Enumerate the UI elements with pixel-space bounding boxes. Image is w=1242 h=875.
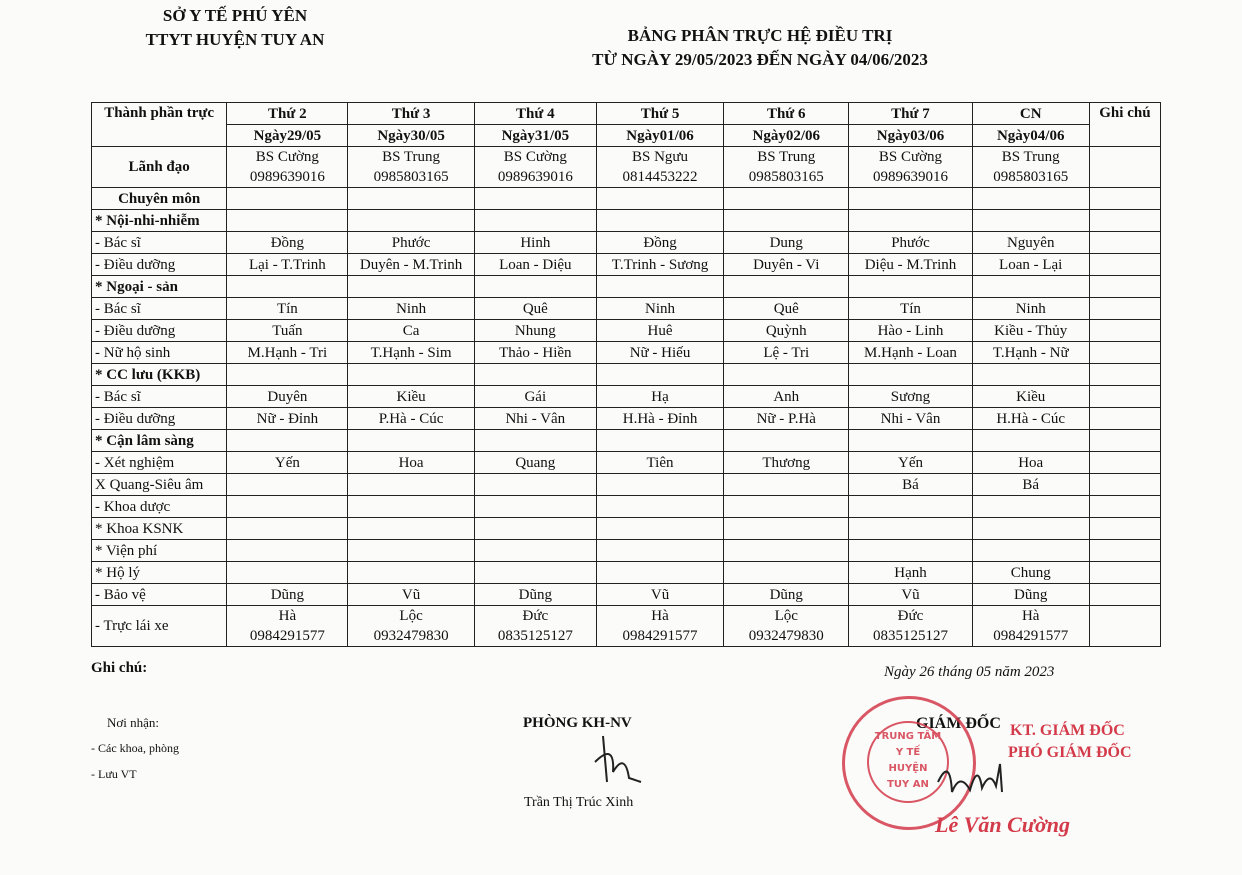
driver-cell-phone: 0835125127 bbox=[497, 628, 573, 644]
table-row bbox=[92, 320, 1161, 342]
table-cell: Duyên - M.Trinh bbox=[348, 254, 474, 276]
day-name: Thứ 2 bbox=[227, 103, 348, 125]
table-row bbox=[92, 254, 1161, 276]
table-cell bbox=[348, 364, 474, 386]
table-cell bbox=[348, 562, 474, 584]
table-cell: Vũ bbox=[348, 584, 474, 606]
leader-cell-phone: 0985803165 bbox=[748, 169, 824, 185]
note-cell bbox=[1089, 408, 1160, 430]
table-cell: Lệ - Tri bbox=[724, 342, 849, 364]
note-cell bbox=[1089, 496, 1160, 518]
table-cell bbox=[724, 276, 849, 298]
day-name: Thứ 6 bbox=[724, 103, 849, 125]
table-cell: Quang bbox=[474, 452, 596, 474]
table-cell bbox=[724, 562, 849, 584]
table-cell bbox=[972, 496, 1089, 518]
table-cell bbox=[348, 276, 474, 298]
row-label: - Bác sĩ bbox=[92, 232, 227, 254]
note-cell bbox=[1089, 210, 1160, 232]
row-label: - Điều dưỡng bbox=[92, 320, 227, 342]
table-cell: Yến bbox=[849, 452, 972, 474]
director-signature bbox=[930, 752, 1020, 802]
driver-cell-phone: 0932479830 bbox=[748, 628, 824, 644]
driver-cell-phone: 0984291577 bbox=[993, 628, 1069, 644]
table-cell: Hào - Linh bbox=[849, 320, 972, 342]
table-cell: Vũ bbox=[596, 584, 723, 606]
driver-cell-phone: 0984291577 bbox=[622, 628, 698, 644]
table-cell: T.Hạnh - Sim bbox=[348, 342, 474, 364]
table-row bbox=[92, 276, 1161, 298]
note-cell bbox=[1089, 430, 1160, 452]
table-cell: Nữ - Hiếu bbox=[596, 342, 723, 364]
day-name: Thứ 3 bbox=[348, 103, 474, 125]
table-cell: P.Hà - Cúc bbox=[348, 408, 474, 430]
note-cell bbox=[1089, 276, 1160, 298]
table-cell: H.Hà - Cúc bbox=[972, 408, 1089, 430]
table-cell bbox=[474, 496, 596, 518]
note-cell bbox=[1089, 606, 1160, 647]
table-cell bbox=[849, 496, 972, 518]
table-cell: Nữ - P.Hà bbox=[724, 408, 849, 430]
table-row bbox=[92, 496, 1161, 518]
day-date: Ngày02/06 bbox=[724, 125, 849, 147]
table-cell bbox=[474, 518, 596, 540]
table-cell bbox=[474, 474, 596, 496]
leader-cell-phone: 0985803165 bbox=[373, 169, 449, 185]
day-name: Thứ 7 bbox=[849, 103, 972, 125]
row-label: - Điều dưỡng bbox=[92, 408, 227, 430]
driver-cell bbox=[596, 606, 723, 647]
table-cell bbox=[348, 188, 474, 210]
table-cell bbox=[227, 496, 348, 518]
table-cell: Đồng bbox=[227, 232, 348, 254]
table-cell: Kiều bbox=[348, 386, 474, 408]
table-cell: Duyên - Vi bbox=[724, 254, 849, 276]
leader-cell bbox=[972, 147, 1089, 188]
stamp-text: TRUNG TÂM bbox=[874, 731, 942, 742]
table-row bbox=[92, 408, 1161, 430]
table-cell: Ninh bbox=[348, 298, 474, 320]
table-row bbox=[92, 232, 1161, 254]
table-cell: Loan - Lại bbox=[972, 254, 1089, 276]
table-cell bbox=[596, 276, 723, 298]
table-cell: Lại - T.Trinh bbox=[227, 254, 348, 276]
table-cell bbox=[227, 430, 348, 452]
table-cell: Duyên bbox=[227, 386, 348, 408]
table-cell: Ninh bbox=[596, 298, 723, 320]
driver-cell bbox=[724, 606, 849, 647]
table-cell bbox=[724, 430, 849, 452]
table-cell: Nhung bbox=[474, 320, 596, 342]
driver-cell-name: Lộc bbox=[774, 608, 798, 624]
note-cell bbox=[1089, 364, 1160, 386]
table-cell: T.Hạnh - Nữ bbox=[972, 342, 1089, 364]
table-cell: Tín bbox=[849, 298, 972, 320]
note-cell bbox=[1089, 474, 1160, 496]
org-department: SỞ Y TẾ PHÚ YÊN bbox=[162, 6, 308, 25]
table-cell: Thương bbox=[724, 452, 849, 474]
row-label: - Điều dưỡng bbox=[92, 254, 227, 276]
table-row bbox=[92, 518, 1161, 540]
driver-cell bbox=[474, 606, 596, 647]
day-name: Thứ 4 bbox=[474, 103, 596, 125]
table-cell: Hạ bbox=[596, 386, 723, 408]
table-cell: Kiều bbox=[972, 386, 1089, 408]
driver-cell bbox=[227, 606, 348, 647]
table-cell bbox=[596, 188, 723, 210]
stamp-text: TUY AN bbox=[887, 779, 929, 790]
table-cell bbox=[348, 430, 474, 452]
leader-cell-phone: 0814453222 bbox=[622, 169, 698, 185]
driver-cell-name: Hà bbox=[278, 608, 297, 624]
table-cell bbox=[849, 518, 972, 540]
table-cell bbox=[724, 540, 849, 562]
table-cell bbox=[972, 518, 1089, 540]
leader-cell bbox=[849, 147, 972, 188]
table-cell bbox=[227, 276, 348, 298]
table-cell: Nguyên bbox=[972, 232, 1089, 254]
table-cell bbox=[849, 430, 972, 452]
table-cell bbox=[596, 496, 723, 518]
table-cell bbox=[596, 364, 723, 386]
table-cell bbox=[474, 562, 596, 584]
table-cell: Hoa bbox=[972, 452, 1089, 474]
table-cell bbox=[348, 540, 474, 562]
row-label: - Khoa dược bbox=[92, 496, 227, 518]
row-label: * Khoa KSNK bbox=[92, 518, 227, 540]
table-cell bbox=[348, 496, 474, 518]
duty-schedule-table bbox=[91, 102, 1161, 647]
day-date: Ngày31/05 bbox=[474, 125, 596, 147]
row-label: * Viện phí bbox=[92, 540, 227, 562]
note-cell bbox=[1089, 518, 1160, 540]
table-cell bbox=[596, 430, 723, 452]
table-cell bbox=[227, 562, 348, 584]
table-cell: M.Hạnh - Loan bbox=[849, 342, 972, 364]
table-row bbox=[92, 562, 1161, 584]
table-cell: Hinh bbox=[474, 232, 596, 254]
table-cell bbox=[227, 364, 348, 386]
table-cell bbox=[474, 188, 596, 210]
row-label: * Cận lâm sàng bbox=[92, 430, 227, 452]
org-header bbox=[100, 4, 370, 52]
table-cell: Quê bbox=[724, 298, 849, 320]
stamp-text: HUYỆN bbox=[888, 763, 928, 774]
note-cell bbox=[1089, 562, 1160, 584]
leader-cell-name: BS Cường bbox=[878, 149, 943, 165]
table-cell bbox=[972, 540, 1089, 562]
table-cell: Ca bbox=[348, 320, 474, 342]
stamp-text: Y TẾ bbox=[895, 747, 921, 758]
note-cell bbox=[1089, 188, 1160, 210]
table-cell bbox=[227, 210, 348, 232]
footer-note-label: Ghi chú: bbox=[91, 660, 148, 676]
table-cell: Bá bbox=[972, 474, 1089, 496]
table-cell: Dũng bbox=[724, 584, 849, 606]
leader-cell-phone: 0985803165 bbox=[993, 169, 1069, 185]
table-cell: Gái bbox=[474, 386, 596, 408]
day-name: Thứ 5 bbox=[596, 103, 723, 125]
table-header-row bbox=[92, 103, 1161, 125]
table-cell bbox=[348, 210, 474, 232]
note-cell bbox=[1089, 147, 1160, 188]
leader-cell bbox=[724, 147, 849, 188]
driver-cell-name: Hà bbox=[1021, 608, 1040, 624]
table-row bbox=[92, 540, 1161, 562]
title-main: BẢNG PHÂN TRỰC HỆ ĐIỀU TRỊ bbox=[627, 26, 893, 45]
table-cell bbox=[849, 540, 972, 562]
table-cell: T.Trinh - Sương bbox=[596, 254, 723, 276]
table-cell: Nhi - Vân bbox=[474, 408, 596, 430]
table-cell bbox=[849, 188, 972, 210]
leader-row bbox=[92, 147, 1161, 188]
document-title bbox=[490, 24, 1030, 72]
table-cell: Dung bbox=[724, 232, 849, 254]
leader-cell bbox=[596, 147, 723, 188]
note-header: Ghi chú bbox=[1089, 103, 1160, 147]
director-title: GIÁM ĐỐC bbox=[916, 715, 1001, 732]
day-date: Ngày03/06 bbox=[849, 125, 972, 147]
table-cell bbox=[348, 518, 474, 540]
table-cell bbox=[849, 276, 972, 298]
driver-cell bbox=[972, 606, 1089, 647]
table-cell: Bá bbox=[849, 474, 972, 496]
table-row bbox=[92, 298, 1161, 320]
day-date: Ngày01/06 bbox=[596, 125, 723, 147]
table-cell: Hạnh bbox=[849, 562, 972, 584]
table-cell bbox=[596, 210, 723, 232]
leader-cell-phone: 0989639016 bbox=[249, 169, 325, 185]
deputy-title-line1: KT. GIÁM ĐỐC bbox=[1010, 722, 1125, 739]
row-label: Lãnh đạo bbox=[92, 147, 227, 188]
corner-header: Thành phần trực bbox=[92, 103, 227, 147]
table-row bbox=[92, 452, 1161, 474]
note-cell bbox=[1089, 298, 1160, 320]
row-label: * Hộ lý bbox=[92, 562, 227, 584]
table-cell bbox=[596, 562, 723, 584]
table-cell: Nữ - Đỉnh bbox=[227, 408, 348, 430]
row-label: * CC lưu (KKB) bbox=[92, 364, 227, 386]
note-cell bbox=[1089, 386, 1160, 408]
director-signer-name: Lê Văn Cường bbox=[935, 812, 1071, 837]
table-cell bbox=[724, 210, 849, 232]
driver-cell bbox=[348, 606, 474, 647]
table-cell bbox=[724, 364, 849, 386]
table-cell: Nhi - Vân bbox=[849, 408, 972, 430]
table-cell: Phước bbox=[849, 232, 972, 254]
table-cell: Dũng bbox=[972, 584, 1089, 606]
dept-signer-name: Trần Thị Trúc Xinh bbox=[524, 795, 634, 810]
table-cell bbox=[474, 276, 596, 298]
table-row bbox=[92, 342, 1161, 364]
table-cell: Anh bbox=[724, 386, 849, 408]
dept-signature bbox=[585, 732, 645, 788]
table-row bbox=[92, 188, 1161, 210]
leader-cell-name: BS Trung bbox=[1001, 149, 1060, 165]
table-cell bbox=[227, 474, 348, 496]
table-cell bbox=[474, 364, 596, 386]
table-cell: Tuấn bbox=[227, 320, 348, 342]
table-cell: Loan - Diệu bbox=[474, 254, 596, 276]
table-cell: Diệu - M.Trinh bbox=[849, 254, 972, 276]
table-cell bbox=[474, 430, 596, 452]
driver-cell-name: Đức bbox=[522, 608, 549, 624]
table-cell: Hoa bbox=[348, 452, 474, 474]
table-cell: Yến bbox=[227, 452, 348, 474]
day-date: Ngày30/05 bbox=[348, 125, 474, 147]
title-date-range: TỪ NGÀY 29/05/2023 ĐẾN NGÀY 04/06/2023 bbox=[592, 50, 928, 69]
note-cell bbox=[1089, 342, 1160, 364]
table-cell: Thảo - Hiền bbox=[474, 342, 596, 364]
table-cell: Huê bbox=[596, 320, 723, 342]
driver-row bbox=[92, 606, 1161, 647]
row-label: - Bác sĩ bbox=[92, 298, 227, 320]
table-cell bbox=[972, 210, 1089, 232]
table-cell bbox=[972, 188, 1089, 210]
table-cell bbox=[972, 276, 1089, 298]
driver-cell-phone: 0984291577 bbox=[249, 628, 325, 644]
row-label: - Nữ hộ sinh bbox=[92, 342, 227, 364]
table-cell bbox=[227, 540, 348, 562]
table-cell: Chung bbox=[972, 562, 1089, 584]
leader-cell-name: BS Cường bbox=[503, 149, 567, 165]
table-cell bbox=[474, 210, 596, 232]
table-cell: Sương bbox=[849, 386, 972, 408]
driver-cell-name: Đức bbox=[897, 608, 924, 624]
table-cell bbox=[724, 518, 849, 540]
table-cell: Quỳnh bbox=[724, 320, 849, 342]
recipient-item: - Các khoa, phòng bbox=[91, 741, 179, 755]
table-cell bbox=[227, 188, 348, 210]
leader-cell bbox=[227, 147, 348, 188]
day-name: CN bbox=[972, 103, 1089, 125]
leader-cell-name: BS Trung bbox=[382, 149, 441, 165]
table-cell bbox=[724, 496, 849, 518]
note-cell bbox=[1089, 232, 1160, 254]
note-cell bbox=[1089, 254, 1160, 276]
table-cell bbox=[972, 430, 1089, 452]
driver-cell-name: Hà bbox=[651, 608, 669, 624]
table-row bbox=[92, 386, 1161, 408]
table-cell: Tín bbox=[227, 298, 348, 320]
table-cell: Quê bbox=[474, 298, 596, 320]
recipient-item: - Lưu VT bbox=[91, 767, 137, 781]
table-cell: H.Hà - Đỉnh bbox=[596, 408, 723, 430]
day-date: Ngày04/06 bbox=[972, 125, 1089, 147]
leader-cell-name: BS Cường bbox=[255, 149, 319, 165]
table-cell bbox=[227, 518, 348, 540]
note-cell bbox=[1089, 540, 1160, 562]
note-cell bbox=[1089, 584, 1160, 606]
leader-cell bbox=[474, 147, 596, 188]
table-cell bbox=[724, 188, 849, 210]
table-cell: Dũng bbox=[227, 584, 348, 606]
leader-cell-phone: 0989639016 bbox=[497, 169, 573, 185]
table-cell: Vũ bbox=[849, 584, 972, 606]
table-row bbox=[92, 210, 1161, 232]
row-label: - Trực lái xe bbox=[92, 606, 227, 647]
table-cell bbox=[348, 474, 474, 496]
row-label: - Bảo vệ bbox=[92, 584, 227, 606]
note-cell bbox=[1089, 452, 1160, 474]
table-cell bbox=[724, 474, 849, 496]
table-row bbox=[92, 430, 1161, 452]
leader-cell-phone: 0989639016 bbox=[872, 169, 948, 185]
signing-date: Ngày 26 tháng 05 năm 2023 bbox=[884, 664, 1055, 680]
row-label: * Nội-nhi-nhiễm bbox=[92, 210, 227, 232]
table-cell: Phước bbox=[348, 232, 474, 254]
deputy-title-line2: PHÓ GIÁM ĐỐC bbox=[1008, 744, 1132, 761]
table-cell bbox=[474, 540, 596, 562]
recipients-label: Nơi nhận: bbox=[107, 715, 160, 730]
table-cell bbox=[596, 518, 723, 540]
driver-cell bbox=[849, 606, 972, 647]
driver-cell-name: Lộc bbox=[399, 608, 423, 624]
table-cell bbox=[596, 474, 723, 496]
table-row bbox=[92, 584, 1161, 606]
table-cell: Tiên bbox=[596, 452, 723, 474]
table-row bbox=[92, 364, 1161, 386]
org-unit: TTYT HUYỆN TUY AN bbox=[145, 30, 325, 49]
row-label: Chuyên môn bbox=[92, 188, 227, 210]
table-cell bbox=[596, 540, 723, 562]
table-cell bbox=[849, 210, 972, 232]
table-cell: Đồng bbox=[596, 232, 723, 254]
table-cell: M.Hạnh - Tri bbox=[227, 342, 348, 364]
table-cell bbox=[849, 364, 972, 386]
leader-cell-name: BS Ngưu bbox=[632, 149, 689, 165]
day-date: Ngày29/05 bbox=[227, 125, 348, 147]
row-label: * Ngoại - sản bbox=[92, 276, 227, 298]
leader-cell-name: BS Trung bbox=[757, 149, 816, 165]
driver-cell-phone: 0932479830 bbox=[373, 628, 449, 644]
row-label: - Bác sĩ bbox=[92, 386, 227, 408]
row-label: X Quang-Siêu âm bbox=[92, 474, 227, 496]
note-cell bbox=[1089, 320, 1160, 342]
table-cell bbox=[972, 364, 1089, 386]
table-row bbox=[92, 474, 1161, 496]
table-cell: Kiều - Thủy bbox=[972, 320, 1089, 342]
driver-cell-phone: 0835125127 bbox=[872, 628, 948, 644]
leader-cell bbox=[348, 147, 474, 188]
table-cell: Ninh bbox=[972, 298, 1089, 320]
table-date-row bbox=[92, 125, 1161, 147]
table-cell: Dũng bbox=[474, 584, 596, 606]
row-label: - Xét nghiệm bbox=[92, 452, 227, 474]
dept-title: PHÒNG KH-NV bbox=[523, 715, 632, 731]
